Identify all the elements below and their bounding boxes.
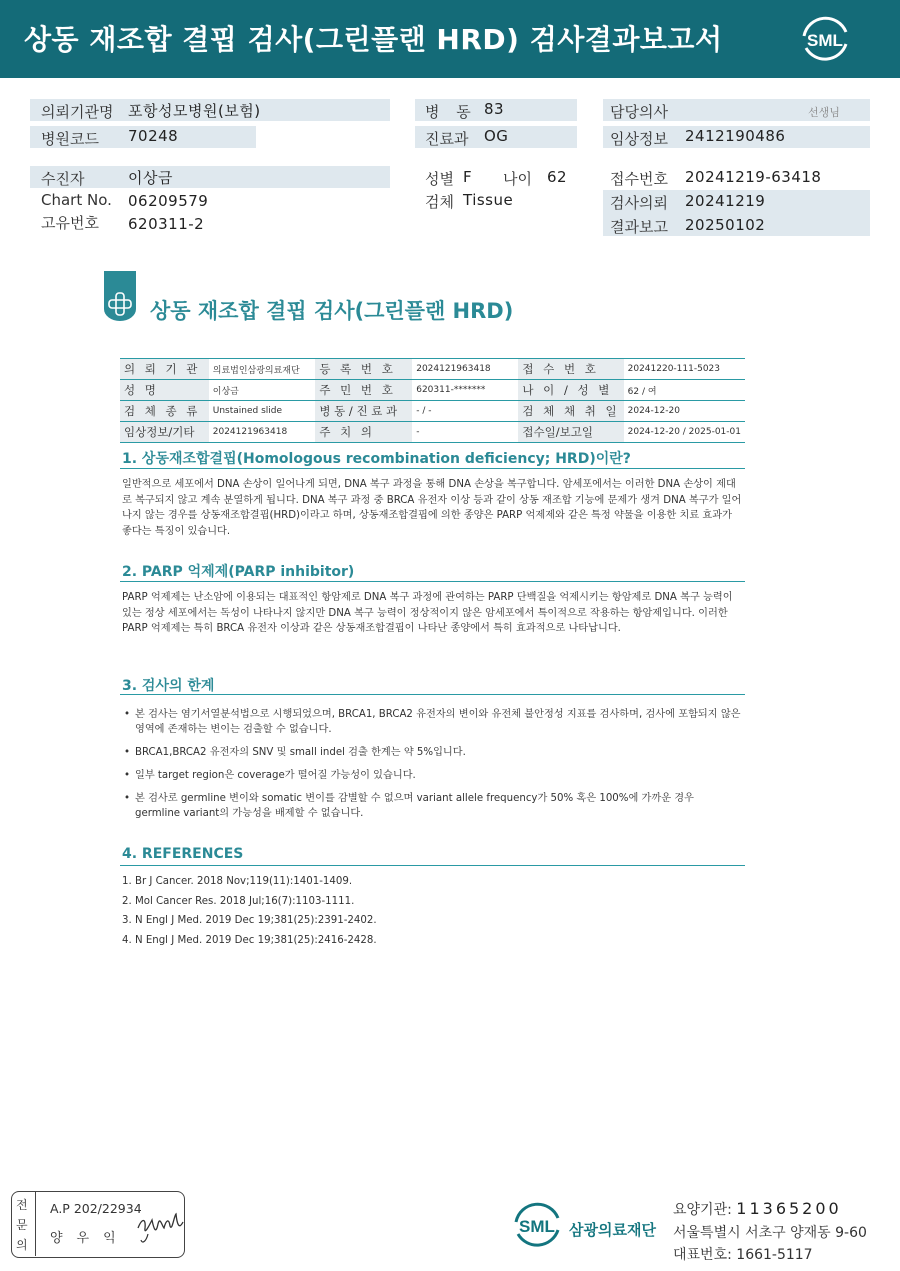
table-header-cell: 의 뢰 기 관 [120, 359, 209, 380]
footer-logo-text: SML [519, 1217, 555, 1236]
facility-code-value: 11365200 [736, 1199, 842, 1218]
table-cell: 이상금 [209, 380, 316, 401]
hospital-code-label: 병원코드 [41, 130, 99, 148]
receipt-label: 접수번호 [610, 170, 668, 188]
references-list [122, 872, 377, 950]
section-divider [120, 694, 745, 695]
table-cell: 2024-12-20 / 2025-01-01 [624, 422, 745, 443]
section-1-title: 1. 상동재조합결핍(Homologous recombination deficiency; HRD)이란? [122, 451, 631, 467]
section-4-title: 4. REFERENCES [122, 846, 244, 862]
hospital-code-value: 70248 [128, 127, 179, 145]
dept-value: OG [484, 127, 509, 145]
stamp-side-char: 전 [16, 1198, 28, 1212]
list-item: 1. Br J Cancer. 2018 Nov;119(11):1401-1409. [122, 876, 353, 887]
section-3-title: 3. 검사의 한계 [122, 678, 215, 694]
section-divider [120, 468, 745, 469]
table-cell: Unstained slide [209, 401, 316, 422]
table-row [120, 359, 745, 380]
specimen-info-table [120, 358, 745, 443]
sml-foundation-logo-icon [510, 1200, 564, 1250]
pathologist-stamp [11, 1191, 185, 1258]
report-date-value: 20250102 [685, 216, 766, 234]
stamp-side-char: 문 [16, 1218, 28, 1232]
doctor-label: 담당의사 [610, 103, 668, 121]
facility-code-label: 요양기관: [673, 1202, 732, 1218]
section-divider [120, 581, 745, 582]
report-header-title: 상동 재조합 결핍 검사(그린플랜 HRD) 검사결과보고서 [24, 23, 723, 56]
address-text: 서울특별시 서초구 양재동 9-60 [673, 1225, 867, 1241]
org-name: 삼광의료재단 [569, 1221, 656, 1239]
report-header [0, 0, 900, 78]
section-2-title: 2. PARP 억제제(PARP inhibitor) [122, 564, 355, 580]
phone-label: 대표번호: [673, 1247, 732, 1263]
table-header-cell: 병 동 / 진 료 과 [315, 401, 412, 422]
age-label: 나이 [503, 170, 532, 188]
table-cell: - / - [412, 401, 518, 422]
list-item: 2. Mol Cancer Res. 2018 Jul;16(7):1103-1111. [122, 895, 355, 907]
limitations-list [122, 707, 742, 829]
patient-value: 이상금 [128, 169, 173, 187]
chart-value: 06209579 [128, 192, 209, 210]
institution-label: 의뢰기관명 [41, 103, 114, 121]
receipt-value: 20241219-63418 [685, 168, 822, 186]
address [673, 1222, 867, 1242]
table-header-cell: 접 수 번 호 [518, 359, 623, 380]
table-header-cell: 검 체 종 류 [120, 401, 209, 422]
list-item: 3. N Engl J Med. 2019 Dec 19;381(25):2391-2402. [122, 915, 377, 926]
facility-code [673, 1199, 842, 1219]
signature-icon [136, 1206, 186, 1246]
report-title: 상동 재조합 결핍 검사(그린플랜 HRD) [150, 299, 514, 323]
table-cell: 2024121963418 [412, 359, 518, 380]
doctor-suffix: 선생님 [808, 106, 840, 119]
phone [673, 1244, 813, 1264]
sex-label: 성별 [425, 170, 454, 188]
table-cell: 2024-12-20 [624, 401, 745, 422]
dept-label: 진료과 [425, 130, 469, 148]
patient-label: 수진자 [41, 170, 85, 188]
table-cell: 620311-******* [412, 380, 518, 401]
institution-value: 포항성모병원(보험) [128, 102, 261, 120]
table-header-cell: 등 록 번 호 [315, 359, 412, 380]
list-item: • 일부 target region은 coverage가 떨어질 가능성이 있습니다. [122, 768, 742, 783]
table-row [120, 401, 745, 422]
list-item: 4. N Engl J Med. 2019 Dec 19;381(25):2416-2428. [122, 934, 377, 946]
table-cell: 의료법인삼광의료재단 [209, 359, 316, 380]
stamp-name: 양우익 [50, 1231, 130, 1246]
clinical-label: 임상정보 [610, 130, 668, 148]
table-cell: 62 / 여 [624, 380, 745, 401]
list-item: • 본 검사는 염기서열분석법으로 시행되었으며, BRCA1, BRCA2 유전자의 변이와 유전체 불안정성 지표를 검사하며, 검사에 포함되지 않은 영역에 존재하는 변이는 검출할 수 없습니다. [122, 707, 742, 737]
table-header-cell: 임상정보/기타 [120, 422, 209, 443]
report-date-label: 결과보고 [610, 218, 668, 236]
table-row [120, 422, 745, 443]
table-header-cell: 나 이 / 성 별 [518, 380, 623, 401]
request-label: 검사의뢰 [610, 194, 668, 212]
table-cell: - [412, 422, 518, 443]
table-header-cell: 주 치 의 [315, 422, 412, 443]
unique-value: 620311-2 [128, 215, 205, 233]
table-header-cell: 성 명 [120, 380, 209, 401]
list-item: • BRCA1,BRCA2 유전자의 SNV 및 small indel 검출 한계는 약 5%입니다. [122, 745, 742, 760]
section-divider [120, 865, 745, 866]
request-value: 20241219 [685, 192, 766, 210]
ward-value: 83 [484, 100, 505, 118]
section-1-text: 일반적으로 세포에서 DNA 손상이 일어나게 되면, DNA 복구 과정을 통해 DNA 손상을 복구합니다. 암세포에서는 이러한 DNA 손상이 제대로 복구되지 않고 계속 분열하게 됩니다. DNA 복구 과정 중 BRCA 유전자 이상 등과 같이 상동 재조합 기능에 문제가 생겨 DNA 복구가 일어나지 않는 경우를 상동재조합결핍(HRD)이라고 하며, 상동재조합결핍에 의한 종양은 PARP 억제제와 같은 특정 약물을 이용한 치료 효과가 좋다는 특징이 있습니다. [122, 479, 742, 537]
stamp-license: A.P 202/22934 [50, 1201, 142, 1216]
chart-label: Chart No. [41, 191, 112, 209]
specimen-label: 검체 [425, 193, 454, 211]
unique-label: 고유번호 [41, 214, 99, 232]
table-row [120, 380, 745, 401]
table-cell: 20241220-111-5023 [624, 359, 745, 380]
table-header-cell: 주 민 번 호 [315, 380, 412, 401]
table-cell: 2024121963418 [209, 422, 316, 443]
clinical-value: 2412190486 [685, 127, 786, 145]
ward-label: 병 동 [425, 103, 477, 121]
section-2-text: PARP 억제제는 난소암에 이용되는 대표적인 항암제로 DNA 복구 과정에 관여하는 PARP 단백질을 억제시키는 항암제로 DNA 복구 능력이 있는 정상 세포에서는 독성이 나타나지 않지만 DNA 복구 능력이 정상적이지 않은 암세포에서 특이적으로 작용하는 항암제입니다. 이러한 PARP 억제제는 특히 BRCA 유전자 이상과 같은 상동재조합결핍이 나타난 종양에서 특히 효과적으로 나타납니다. [122, 592, 733, 634]
sml-logo-icon [798, 14, 852, 64]
stamp-side [12, 1192, 36, 1256]
phone-value: 1661-5117 [736, 1247, 813, 1263]
age-value: 62 [547, 168, 568, 186]
sex-value: F [463, 168, 473, 186]
medical-cross-icon [104, 271, 136, 321]
table-header-cell: 접수일/보고일 [518, 422, 623, 443]
list-item: • 본 검사로 germline 변이와 somatic 변이를 감별할 수 없으며 variant allele frequency가 50% 혹은 100%에 가까운 경우 germline variant의 가능성을 배제할 수 없습니다. [122, 791, 742, 821]
table-header-cell: 검 체 채 취 일 [518, 401, 623, 422]
sml-logo-text: SML [807, 31, 843, 50]
specimen-value: Tissue [463, 191, 514, 209]
stamp-side-char: 의 [16, 1238, 28, 1252]
